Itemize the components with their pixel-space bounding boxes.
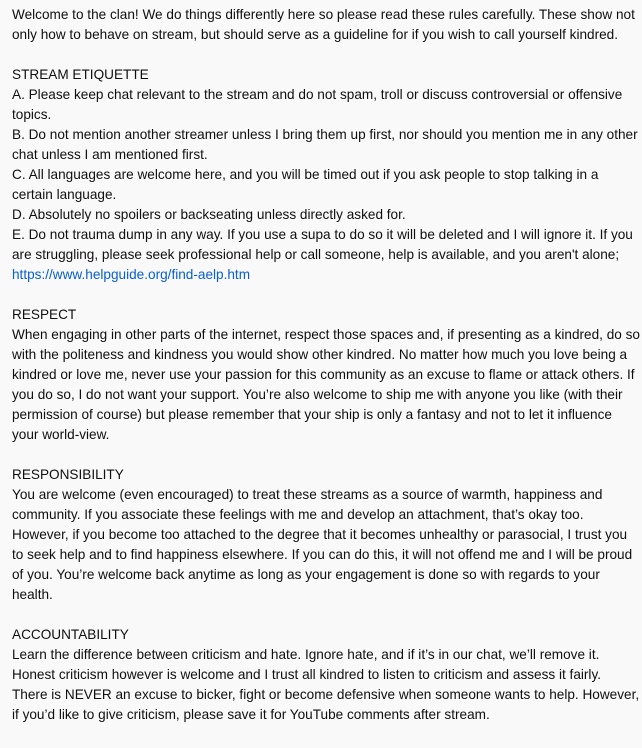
stream-etiquette-heading: STREAM ETIQUETTE bbox=[12, 67, 149, 82]
spacer bbox=[12, 45, 640, 65]
rule-e-text: E. Do not trauma dump in any way. If you use a supa to do so it will be deleted and I will ignore it. If you are struggling, please seek professional help or call someone, help is available, and you aren't alone; bbox=[12, 227, 633, 262]
rule-b: B. Do not mention another streamer unless I bring them up first, nor should you mention me in any other chat unless I am mentioned first. bbox=[12, 127, 638, 162]
helpguide-link[interactable]: https://www.helpguide.org/find-aelp.htm bbox=[12, 267, 251, 282]
accountability-heading: ACCOUNTABILITY bbox=[12, 627, 129, 642]
spacer bbox=[12, 445, 640, 465]
responsibility-body: You are welcome (even encouraged) to treat these streams as a source of warmth, happiness and community. If you associate these feelings with me and develop an attachment, that’s okay too. However, if you become too attached to the degree that it becomes unhealthy or parasocial, I trust you to seek help and to find happiness elsewhere. If you can do this, it will not offend me and I will be proud of you. You’re welcome back anytime as long as your engagement is done so with regards to your health. bbox=[12, 487, 633, 602]
rule-c: C. All languages are welcome here, and you will be timed out if you ask people to stop talking in a certain language. bbox=[12, 167, 599, 202]
rule-a: A. Please keep chat relevant to the stream and do not spam, troll or discuss controversial or offensive topics. bbox=[12, 87, 623, 122]
responsibility-heading: RESPONSIBILITY bbox=[12, 467, 124, 482]
respect-heading: RESPECT bbox=[12, 307, 77, 322]
intro-paragraph: Welcome to the clan! We do things differently here so please read these rules carefully. These show not only how to behave on stream, but should serve as a guideline for if you wish to call yourself kindred. bbox=[12, 7, 635, 42]
rule-d: D. Absolutely no spoilers or backseating unless directly asked for. bbox=[12, 207, 406, 222]
spacer bbox=[12, 605, 640, 625]
channel-rules-description bbox=[12, 5, 640, 725]
spacer bbox=[12, 285, 640, 305]
rule-e bbox=[12, 225, 640, 285]
accountability-body: Learn the difference between criticism and hate. Ignore hate, and if it’s in our chat, we’ll remove it. Honest criticism however is welcome and I trust all kindred to listen to criticism and assess it fairly. There is NEVER an excuse to bicker, fight or become defensive when someone wants to help. However, if you’d like to give criticism, please save it for YouTube comments after stream. bbox=[12, 647, 640, 722]
respect-body: When engaging in other parts of the internet, respect those spaces and, if presenting as a kindred, do so with the politeness and kindness you would show other kindred. No matter how much you love being a kindred or love me, never use your passion for this community as an excuse to flame or attack others. If you do so, I do not want your support. You’re also welcome to ship me with anyone you like (with their permission of course) but please remember that your ship is only a fantasy and not to let it influence your world-view. bbox=[12, 327, 640, 442]
